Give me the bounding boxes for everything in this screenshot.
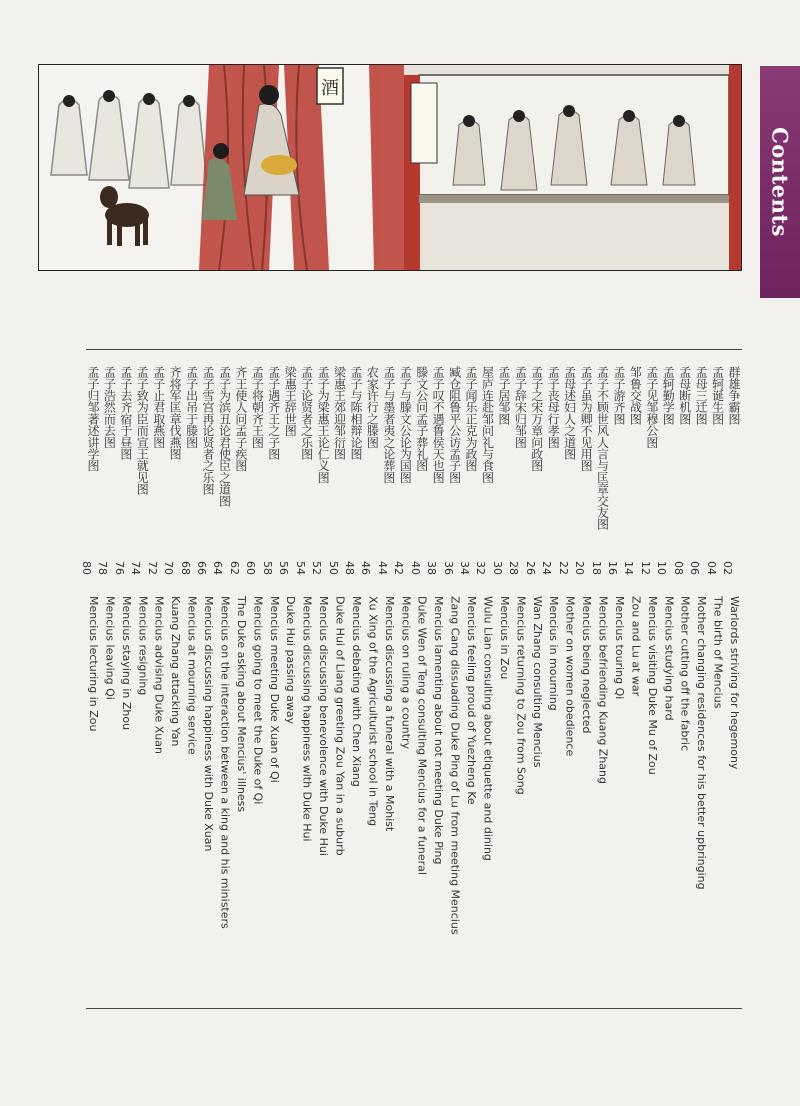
toc-entry-page-number: 14 (622, 561, 636, 575)
toc-entry-page-number: 06 (688, 561, 702, 575)
toc-entry-page-number: 02 (721, 561, 734, 575)
toc-entry[interactable] (721, 350, 741, 1010)
toc-entry-chinese-title: 孟子止君取燕图 (151, 366, 166, 448)
toc-entry[interactable] (129, 350, 150, 1010)
toc-entry-page-number: 68 (178, 561, 192, 575)
toc-entry-page-number: 46 (359, 561, 373, 575)
toc-entry-page-number: 40 (408, 561, 422, 575)
toc-entry-chinese-title: 孟子之宋万章问政图 (529, 366, 544, 472)
toc-entry-page-number: 32 (474, 561, 488, 575)
toc-entry[interactable] (573, 350, 594, 1010)
toc-entry-chinese-title: 孟轲勤学图 (661, 366, 676, 425)
toc-entry-chinese-title: 孟子叹不遇鲁侯天也图 (431, 366, 446, 484)
toc-entry-chinese-title: 孟母述妇人之道图 (562, 366, 577, 460)
toc-entry-page-number: 76 (112, 561, 126, 575)
toc-entry-chinese-title: 孟子为滨丑论君使臣之道图 (217, 366, 232, 507)
toc-entry-chinese-title: 邹鲁交战图 (628, 366, 643, 425)
toc-entry-chinese-title: 臧仓阻鲁平公访孟子图 (447, 366, 462, 484)
toc-entry-chinese-title: 孟子丧母行孝图 (546, 366, 561, 448)
toc-entry-chinese-title: 孟子雪宫再论贤者之乐图 (201, 366, 216, 495)
toc-entry[interactable] (178, 350, 199, 1010)
toc-entry-page-number: 16 (605, 561, 619, 575)
toc-entry-page-number: 44 (375, 561, 389, 575)
toc-entry[interactable] (490, 350, 511, 1010)
toc-entry-chinese-title: 孟子辞宋归邹图 (513, 366, 528, 448)
toc-entry-english-title: Xu Xing of the Agriculturist school in Teng (366, 596, 380, 827)
toc-entry[interactable] (540, 350, 561, 1010)
toc-entry-english-title: Mother cutting off the fabric (678, 596, 692, 752)
toc-entry-page-number: 04 (704, 561, 718, 575)
toc-entry-english-title: Mencius in Zou (497, 596, 511, 680)
toc-entry[interactable] (688, 350, 709, 1010)
toc-entry-chinese-title: 孟子游齐图 (611, 366, 626, 425)
toc-entry-chinese-title: 孟子见邹穆公图 (644, 366, 659, 448)
toc-entry-english-title: Mother changing residences for his better upbringing (695, 596, 709, 890)
toc-entry-chinese-title: 农家许行之滕图 (365, 366, 380, 448)
toc-entry-english-title: Mencius on ruling a country (399, 596, 413, 750)
toc-entry-chinese-title: 齐王使人问孟子疾图 (233, 366, 248, 472)
toc-entry[interactable] (195, 350, 216, 1010)
toc-entry-chinese-title: 孟子出吊于滕图 (184, 366, 199, 448)
toc-entry-english-title: Wan Zhang consulting Mencius (530, 596, 544, 768)
toc-entry-chinese-title: 孟子论贤者之乐图 (299, 366, 314, 460)
toc-entry[interactable] (211, 350, 232, 1010)
toc-entry-page-number: 42 (392, 561, 406, 575)
toc-entry[interactable] (441, 350, 462, 1010)
toc-entry[interactable] (408, 350, 429, 1010)
toc-entry-english-title: Mencius touring Qi (612, 596, 626, 700)
toc-entry[interactable] (342, 350, 363, 1010)
toc-entry[interactable] (589, 350, 610, 1010)
toc-entry-chinese-title: 孟子为梁惠王论仁义图 (316, 366, 331, 484)
toc-entry-page-number: 08 (671, 561, 685, 575)
toc-entry[interactable] (227, 350, 248, 1010)
toc-entry-chinese-title: 孟子归邹著述讲学图 (86, 366, 100, 472)
toc-entry[interactable] (392, 350, 413, 1010)
toc-entry-chinese-title: 孟子闻乐正克为政图 (464, 366, 479, 472)
toc-entry-page-number: 52 (310, 561, 324, 575)
toc-entry-chinese-title: 孟母三迁图 (694, 366, 709, 425)
toc-entry[interactable] (244, 350, 265, 1010)
toc-entry-page-number: 26 (523, 561, 537, 575)
toc-entry-english-title: Mother on women obedience (563, 596, 577, 757)
toc-entry-chinese-title: 孟子遇齐王之子图 (266, 366, 281, 460)
svg-text:酒: 酒 (321, 78, 339, 99)
toc-entry[interactable] (260, 350, 281, 1010)
toc-entry-chinese-title: 孟子将朝齐王图 (250, 366, 265, 448)
toc-entry[interactable] (425, 350, 446, 1010)
toc-entry-page-number: 36 (441, 561, 455, 575)
toc-entry-page-number: 72 (145, 561, 159, 575)
toc-entry-chinese-title: 群雄争霸图 (727, 366, 741, 425)
toc-entry[interactable] (96, 350, 117, 1010)
toc-entry-chinese-title: 孟子与陈相辩论图 (348, 366, 363, 460)
toc-entry-english-title: Mencius being neglected (580, 596, 594, 734)
toc-entry-page-number: 54 (293, 561, 307, 575)
toc-entry-chinese-title: 梁惠王郊迎邹衍图 (332, 366, 347, 460)
toc-entry-page-number: 62 (227, 561, 241, 575)
toc-entry-english-title: Mencius feeling proud of Yuezheng Ke (465, 596, 479, 805)
toc-entry-english-title: Duke Wen of Teng consulting Mencius for a funeral (415, 596, 429, 875)
toc-entry-english-title: Mencius advising Duke Xuan (152, 596, 166, 754)
toc-entry-english-title: Mencius visiting Duke Mu of Zou (645, 596, 659, 775)
toc-entry-page-number: 66 (195, 561, 209, 575)
toc-entry-page-number: 30 (490, 561, 504, 575)
toc-entry[interactable] (507, 350, 528, 1010)
toc-entry-english-title: The birth of Mencius (711, 596, 725, 709)
toc-entry[interactable] (80, 350, 100, 1010)
toc-entry-english-title: Duke Hui of Liang greeting Zou Yan in a suburb (333, 596, 347, 856)
toc-entry[interactable] (326, 350, 347, 1010)
toc-entry[interactable] (622, 350, 643, 1010)
toc-entry-page-number: 48 (342, 561, 356, 575)
toc-entry-page-number: 18 (589, 561, 603, 575)
toc-entry-page-number: 28 (507, 561, 521, 575)
toc-entry-page-number: 58 (260, 561, 274, 575)
toc-entry-page-number: 10 (655, 561, 669, 575)
toc-entry-english-title: Mencius debating with Chen Xiang (349, 596, 363, 787)
toc-entry-english-title: Zang Cang dissuading Duke Ping of Lu from meeting Mencius (448, 596, 462, 935)
toc-entry[interactable] (293, 350, 314, 1010)
toc-entry-page-number: 80 (80, 561, 93, 575)
toc-entry-english-title: Kuang Zhang attacking Yan (169, 596, 183, 747)
toc-entry[interactable] (112, 350, 133, 1010)
toc-entry-chinese-title: 孟轲诞生图 (710, 366, 725, 425)
toc-entry[interactable] (162, 350, 183, 1010)
toc-entry-english-title: Warlords striving for hegemony (728, 596, 741, 770)
toc-entry-chinese-title: 孟母断机图 (677, 366, 692, 425)
toc-entry-english-title: Mencius befriending Kuang Zhang (596, 596, 610, 784)
toc-entry-chinese-title: 孟子浩然而去图 (102, 366, 117, 448)
toc-entry[interactable] (359, 350, 380, 1010)
toc-entry-english-title: Duke Hui passing away (284, 596, 298, 725)
toc-entry-chinese-title: 孟子不顾世风人言与匡章交友图 (595, 366, 610, 530)
toc-entry-english-title: Mencius discussing a funeral with a Mohist (382, 596, 396, 832)
toc-entry-english-title: Mencius on the interaction between a king and his ministers (218, 596, 232, 929)
toc-entry[interactable] (458, 350, 479, 1010)
toc-entry-english-title: Mencius lecturing in Zou (87, 596, 100, 732)
toc-entry-chinese-title: 孟子与墨者夷之论葬图 (381, 366, 396, 484)
toc-entry-page-number: 70 (162, 561, 176, 575)
toc-entry[interactable] (523, 350, 544, 1010)
toc-entry[interactable] (704, 350, 725, 1010)
toc-entry-chinese-title: 孟子去齐宿于昼图 (118, 366, 133, 460)
toc-entry-english-title: Mencius returning to Zou from Song (514, 596, 528, 795)
toc-entry-chinese-title: 齐将军匡章伐燕图 (168, 366, 183, 460)
toc-entry-english-title: The Duke asking about Mencius' illness (234, 596, 248, 813)
toc-entry-page-number: 64 (211, 561, 225, 575)
toc-entry-page-number: 56 (277, 561, 291, 575)
toc-entry[interactable] (474, 350, 495, 1010)
toc-entry-chinese-title: 滕文公问孟子葬礼图 (414, 366, 429, 472)
toc-entry-english-title: Mencius lamenting about not meeting Duke Ping (432, 596, 446, 865)
toc-entry-english-title: Mencius discussing benevolence with Duke Hui (317, 596, 331, 856)
toc-entry-chinese-title: 孟子虽为卿不见用图 (579, 366, 594, 472)
toc-entry-page-number: 60 (244, 561, 258, 575)
toc-entry-chinese-title: 梁惠王辞世图 (283, 366, 298, 437)
toc-entry[interactable] (145, 350, 166, 1010)
toc-entry[interactable] (310, 350, 331, 1010)
toc-entry-english-title: Mencius studying hard (662, 596, 676, 721)
toc-entry-page-number: 22 (556, 561, 570, 575)
toc-entry-chinese-title: 孟子居邹图 (496, 366, 511, 425)
toc-entry-chinese-title: 屋庐连赴邹问礼与食图 (480, 366, 495, 484)
toc-entry-english-title: Wulu Lian consulting about etiquette and dining (481, 596, 495, 861)
toc-entry-page-number: 38 (425, 561, 439, 575)
toc-entry-english-title: Mencius discussing happiness with Duke Hui (300, 596, 314, 842)
toc-entry[interactable] (655, 350, 676, 1010)
toc-entry[interactable] (605, 350, 626, 1010)
toc-entry-chinese-title: 孟子与滕文公论为国图 (398, 366, 413, 484)
toc-entry[interactable] (638, 350, 659, 1010)
toc-entry[interactable] (556, 350, 577, 1010)
toc-entry-page-number: 12 (638, 561, 652, 575)
toc-entry[interactable] (375, 350, 396, 1010)
toc-entry-english-title: Mencius resigning (136, 596, 150, 696)
toc-entry-page-number: 50 (326, 561, 340, 575)
toc-entry[interactable] (277, 350, 298, 1010)
toc-entry-english-title: Mencius staying in Zhou (119, 596, 133, 731)
toc-entry-page-number: 78 (96, 561, 110, 575)
toc-entry[interactable] (671, 350, 692, 1010)
toc-entry-english-title: Mencius leaving Qi (103, 596, 117, 700)
toc-entry-page-number: 34 (458, 561, 472, 575)
toc-entry-english-title: Mencius in mourning (547, 596, 561, 711)
toc-entry-english-title: Zou and Lu at war (629, 596, 643, 697)
toc-entry-chinese-title: 孟子致为臣而宣王就见图 (135, 366, 150, 495)
toc-entry-english-title: Mencius meeting Duke Xuan of Qi (267, 596, 281, 783)
toc-entry-page-number: 74 (129, 561, 143, 575)
toc-entry-english-title: Mencius at mourning service (185, 596, 199, 755)
toc-entry-page-number: 24 (540, 561, 554, 575)
toc-entry-english-title: Mencius going to meet the Duke of Qi (251, 596, 265, 805)
toc-entry-page-number: 20 (573, 561, 587, 575)
contents-tab-label: Contents (767, 127, 793, 237)
toc-entry-english-title: Mencius discussing happiness with Duke Xuan (202, 596, 216, 852)
